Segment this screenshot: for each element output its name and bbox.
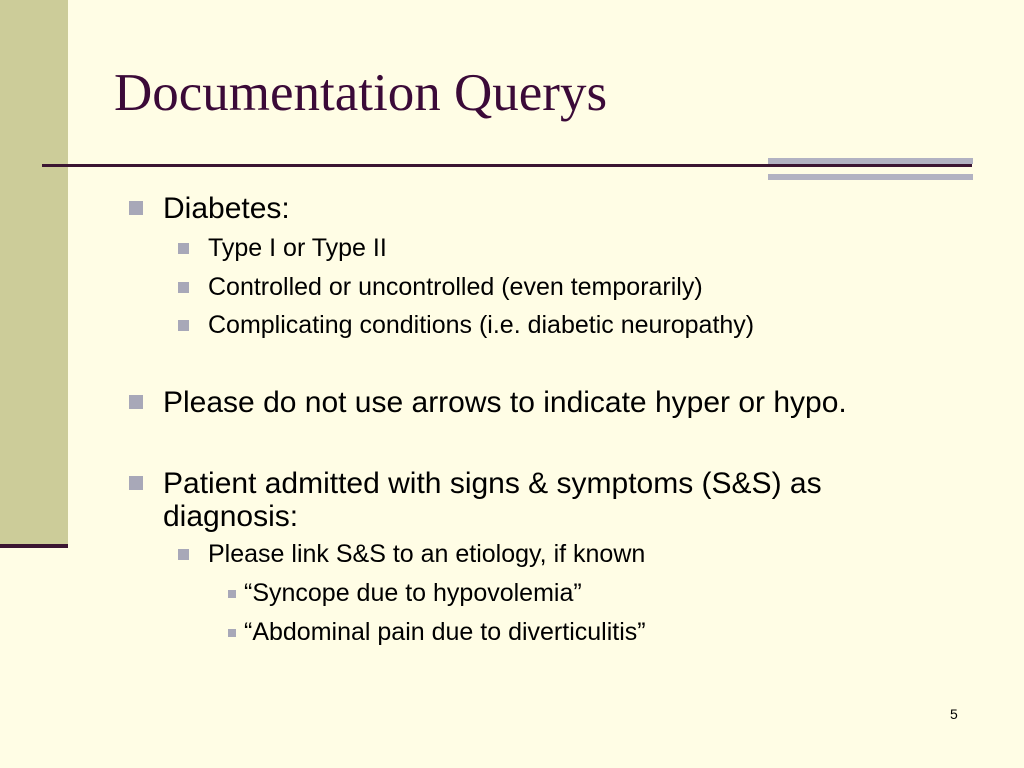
bullet-type: Type I or Type II — [208, 234, 387, 262]
square-bullet-icon — [178, 549, 189, 560]
square-bullet-icon — [178, 282, 189, 293]
square-bullet-icon — [129, 201, 143, 215]
square-bullet-icon — [178, 243, 189, 254]
bullet-abdominal-pain: “Abdominal pain due to diverticulitis” — [244, 618, 646, 646]
square-bullet-icon — [228, 629, 236, 637]
square-bullet-icon — [129, 476, 143, 490]
slide-title: Documentation Querys — [114, 64, 608, 122]
page-number: 5 — [950, 706, 958, 722]
bullet-controlled: Controlled or uncontrolled (even temporarily) — [208, 273, 703, 301]
bullet-syncope: “Syncope due to hypovolemia” — [244, 579, 582, 607]
bullet-patient-admitted: Patient admitted with signs & symptoms (S&S) as — [163, 467, 822, 500]
square-bullet-icon — [228, 590, 236, 598]
bullet-link-ss: Please link S&S to an etiology, if known — [208, 540, 646, 568]
bullet-arrows: Please do not use arrows to indicate hyper or hypo. — [163, 386, 847, 419]
bullet-complicating: Complicating conditions (i.e. diabetic neuropathy) — [208, 311, 755, 339]
square-bullet-icon — [178, 320, 189, 331]
square-bullet-icon — [129, 395, 143, 409]
bullet-patient-admitted-continuation: diagnosis: — [163, 500, 299, 533]
bullet-diabetes: Diabetes: — [163, 192, 290, 225]
